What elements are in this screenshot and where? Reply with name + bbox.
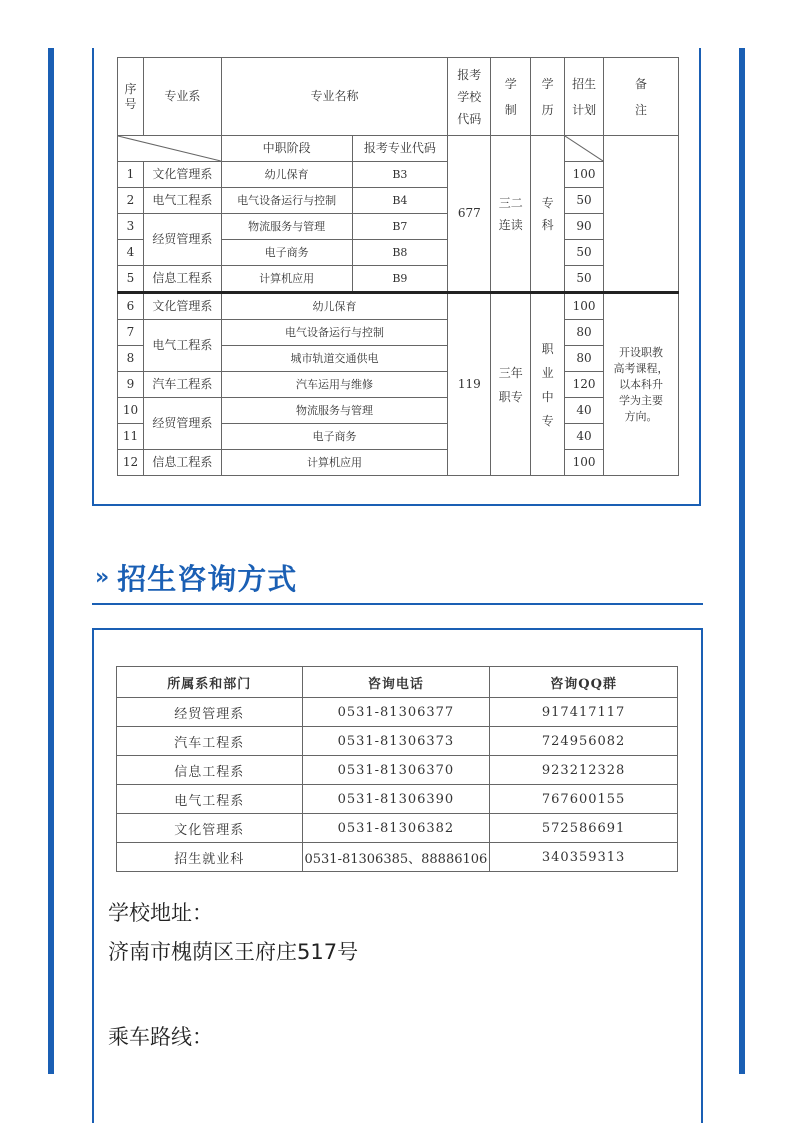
seq-cell: 7: [118, 320, 144, 346]
seq-cell: 3: [118, 214, 144, 240]
dept-cell: 经贸管理系: [117, 698, 303, 727]
route-label: 乘车路线：: [108, 1025, 213, 1049]
col-dept: 专业系: [143, 58, 221, 136]
major-cell: 电气设备运行与控制: [221, 320, 448, 346]
dept-cell: 文化管理系: [143, 162, 221, 188]
dept-cell: 电气工程系: [117, 785, 303, 814]
seq-cell: 11: [118, 424, 144, 450]
major-cell: 计算机应用: [221, 450, 448, 476]
section-divider: [92, 603, 703, 605]
qq-cell: 917417117: [490, 698, 678, 727]
plan-cell: 90: [565, 214, 604, 240]
major-cell: 电子商务: [221, 424, 448, 450]
g1-degree: 专 科: [531, 136, 565, 293]
plan-cell: 100: [565, 450, 604, 476]
dept-cell: 信息工程系: [143, 266, 221, 293]
major-cell: 电子商务: [221, 240, 352, 266]
dept-cell: 汽车工程系: [117, 727, 303, 756]
phone-cell: 0531-81306385、88886106: [302, 843, 490, 872]
phone-cell: 0531-81306382: [302, 814, 490, 843]
col-degree: 学 历: [531, 58, 565, 136]
address-text: 济南市槐荫区王府庄517号: [108, 940, 359, 964]
col-seq: 序 号: [118, 58, 144, 136]
plan-cell: 80: [565, 346, 604, 372]
g1-school-code: 677: [448, 136, 491, 293]
plan-cell: 40: [565, 424, 604, 450]
code-cell: B7: [352, 214, 448, 240]
dept-cell: 经贸管理系: [143, 398, 221, 450]
seq-cell: 2: [118, 188, 144, 214]
phone-cell: 0531-81306377: [302, 698, 490, 727]
major-cell: 汽车运用与维修: [221, 372, 448, 398]
section-title: 招生咨询方式: [117, 561, 298, 596]
code-cell: B4: [352, 188, 448, 214]
dept-cell: 汽车工程系: [143, 372, 221, 398]
col-major: 专业名称: [221, 58, 448, 136]
address-label: 学校地址：: [108, 901, 213, 925]
major-cell: 城市轨道交通供电: [221, 346, 448, 372]
table-row: [117, 785, 678, 814]
qq-cell: 340359313: [490, 843, 678, 872]
major-cell: 幼儿保育: [221, 162, 352, 188]
dept-cell: 文化管理系: [143, 293, 221, 320]
col-qq: 咨询QQ群: [490, 667, 678, 698]
diagonal-cell: [118, 136, 222, 162]
qq-cell: 724956082: [490, 727, 678, 756]
code-cell: B8: [352, 240, 448, 266]
qq-cell: 572586691: [490, 814, 678, 843]
dept-cell: 电气工程系: [143, 320, 221, 372]
col-phone: 咨询电话: [302, 667, 490, 698]
seq-cell: 12: [118, 450, 144, 476]
g2-note: 开设职教 高考课程， 以本科升 学为主要 方向。: [604, 293, 679, 476]
dept-cell: 招生就业科: [117, 843, 303, 872]
col-plan: 招生 计划: [565, 58, 604, 136]
dept-cell: 信息工程系: [117, 756, 303, 785]
plan-cell: 50: [565, 240, 604, 266]
seq-cell: 8: [118, 346, 144, 372]
code-cell: B3: [352, 162, 448, 188]
dept-cell: 文化管理系: [117, 814, 303, 843]
dept-cell: 信息工程系: [143, 450, 221, 476]
g2-degree: 职 业 中 专: [531, 293, 565, 476]
plan-cell: 40: [565, 398, 604, 424]
col-dept: 所属系和部门: [117, 667, 303, 698]
major-cell: 物流服务与管理: [221, 214, 352, 240]
phone-cell: 0531-81306370: [302, 756, 490, 785]
g1-system: 三二 连读: [491, 136, 531, 293]
dept-cell: 经贸管理系: [143, 214, 221, 266]
seq-cell: 5: [118, 266, 144, 293]
double-chevron-icon: »: [95, 564, 110, 590]
qq-cell: 767600155: [490, 785, 678, 814]
major-cell: 计算机应用: [221, 266, 352, 293]
plan-cell: 50: [565, 266, 604, 293]
phone-cell: 0531-81306373: [302, 727, 490, 756]
major-cell: 物流服务与管理: [221, 398, 448, 424]
seq-cell: 6: [118, 293, 144, 320]
table-row: [117, 843, 678, 872]
plan-cell: 120: [565, 372, 604, 398]
g2-school-code: 119: [448, 293, 491, 476]
plan-cell: 50: [565, 188, 604, 214]
contact-table: [116, 666, 678, 872]
seq-cell: 4: [118, 240, 144, 266]
seq-cell: 10: [118, 398, 144, 424]
table-row: [117, 698, 678, 727]
table-row: [117, 756, 678, 785]
seq-cell: 9: [118, 372, 144, 398]
dept-cell: 电气工程系: [143, 188, 221, 214]
major-cell: 电气设备运行与控制: [221, 188, 352, 214]
right-accent-bar: [739, 48, 745, 1074]
g1-note: [604, 136, 679, 293]
seq-cell: 1: [118, 162, 144, 188]
plan-cell: 80: [565, 320, 604, 346]
left-accent-bar: [48, 48, 54, 1074]
col-school-code: 报考 学校 代码: [448, 58, 491, 136]
plan-cell: 100: [565, 293, 604, 320]
col-system: 学 制: [491, 58, 531, 136]
col-note: 备 注: [604, 58, 679, 136]
table-row: [117, 727, 678, 756]
major-cell: 幼儿保育: [221, 293, 448, 320]
qq-cell: 923212328: [490, 756, 678, 785]
plan-cell: 100: [565, 162, 604, 188]
table-row: [117, 814, 678, 843]
code-cell: B9: [352, 266, 448, 293]
section-heading: [95, 557, 297, 597]
plan-diagonal-cell: [565, 136, 604, 162]
subhdr-code: 报考专业代码: [352, 136, 448, 162]
enrollment-table: [117, 57, 679, 476]
subhdr-stage: 中职阶段: [221, 136, 352, 162]
g2-system: 三年 职专: [491, 293, 531, 476]
phone-cell: 0531-81306390: [302, 785, 490, 814]
